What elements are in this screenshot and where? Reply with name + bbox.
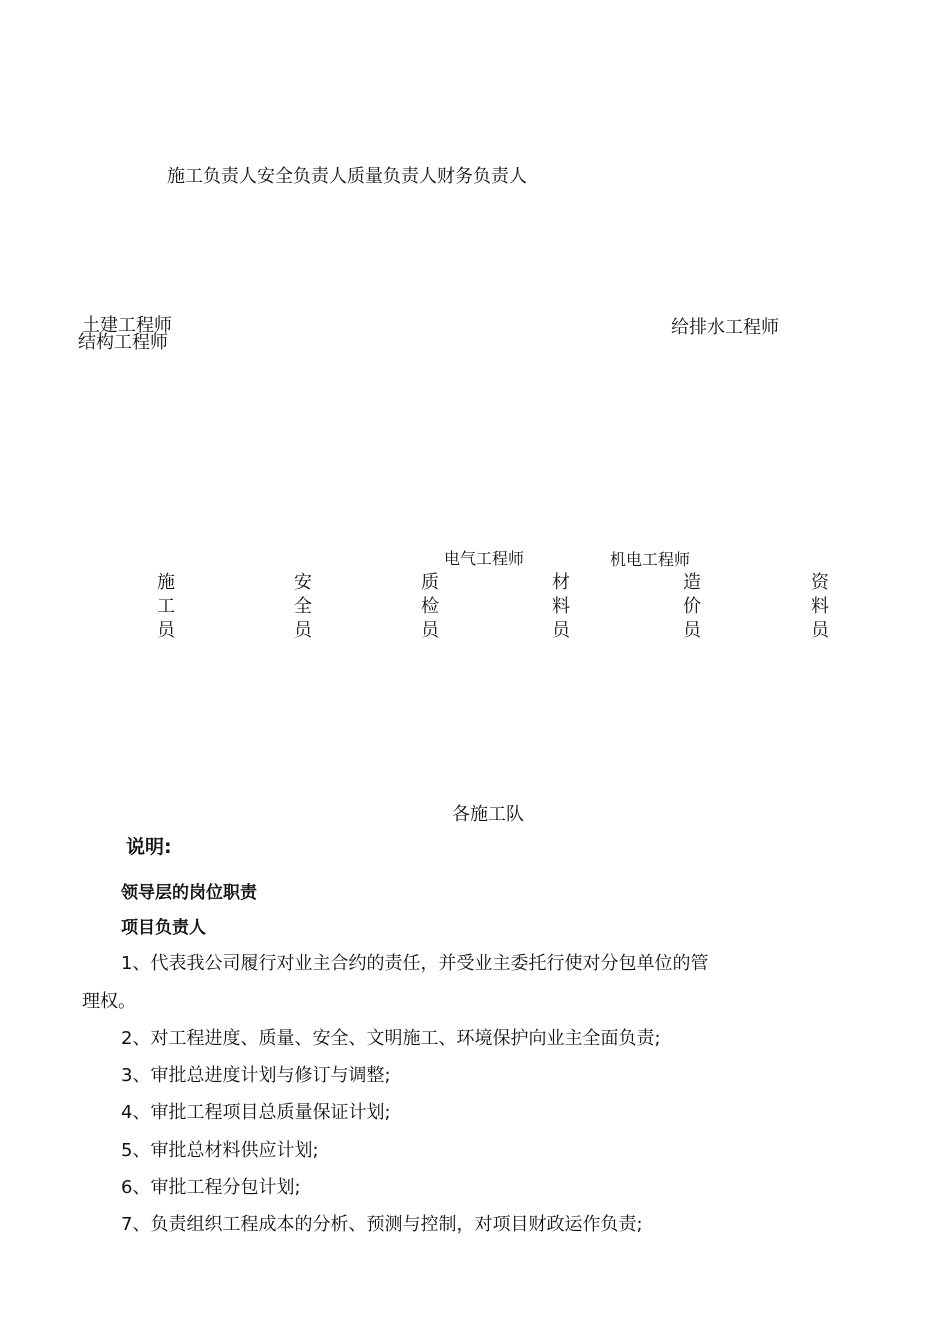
staff-char: 员 [811, 620, 829, 641]
staff-char: 质 [421, 572, 439, 593]
staff-cost-estimator [681, 571, 703, 643]
staff-document-clerk [809, 571, 831, 643]
staff-char: 材 [552, 572, 570, 593]
mechanical-engineer-label: 机电工程师 [610, 550, 691, 569]
staff-char: 资 [811, 572, 829, 593]
duty-item: 7、负责组织工程成本的分析、预测与控制，对项目财政运作负责; [121, 1214, 643, 1235]
staff-char: 料 [552, 596, 570, 617]
staff-char: 员 [294, 620, 312, 641]
role-title: 项目负责人 [121, 918, 206, 938]
notes-heading: 说明: [126, 836, 172, 858]
duty-item: 4、审批工程项目总质量保证计划; [121, 1102, 391, 1123]
civil-engineer-label: 土建工程师 [82, 315, 172, 336]
staff-char: 造 [683, 572, 701, 593]
staff-char: 安 [294, 572, 312, 593]
construction-teams-label: 各施工队 [452, 804, 524, 825]
duty-item: 6、审批工程分包计划; [121, 1177, 301, 1198]
staff-char: 员 [421, 620, 439, 641]
staff-char: 员 [552, 620, 570, 641]
staff-char: 料 [811, 596, 829, 617]
section-title: 领导层的岗位职责 [121, 883, 257, 903]
duty-item: 理权。 [82, 991, 136, 1012]
top-row-leaders: 施工负责人安全负责人质量负责人财务负责人 [167, 166, 527, 187]
staff-safety-officer [292, 571, 314, 643]
staff-char: 全 [294, 596, 312, 617]
staff-char: 施 [157, 572, 175, 593]
staff-char: 员 [157, 620, 175, 641]
duty-item: 2、对工程进度、质量、安全、文明施工、环境保护向业主全面负责; [121, 1028, 661, 1049]
staff-char: 员 [683, 620, 701, 641]
electrical-engineer-label: 电气工程师 [444, 549, 525, 568]
staff-quality-inspector [419, 571, 441, 643]
duty-item: 5、审批总材料供应计划; [121, 1140, 319, 1161]
duty-item: 3、审批总进度计划与修订与调整; [121, 1065, 391, 1086]
structural-engineer-label: 结构工程师 [78, 332, 168, 353]
staff-construction-worker [155, 571, 177, 643]
staff-materials-clerk [550, 571, 572, 643]
staff-char: 检 [421, 596, 439, 617]
duty-item: 1、代表我公司履行对业主合约的责任，并受业主委托行使对分包单位的管 [121, 953, 709, 974]
staff-char: 价 [683, 596, 701, 617]
staff-char: 工 [157, 596, 175, 617]
plumbing-engineer-label: 给排水工程师 [671, 317, 779, 338]
